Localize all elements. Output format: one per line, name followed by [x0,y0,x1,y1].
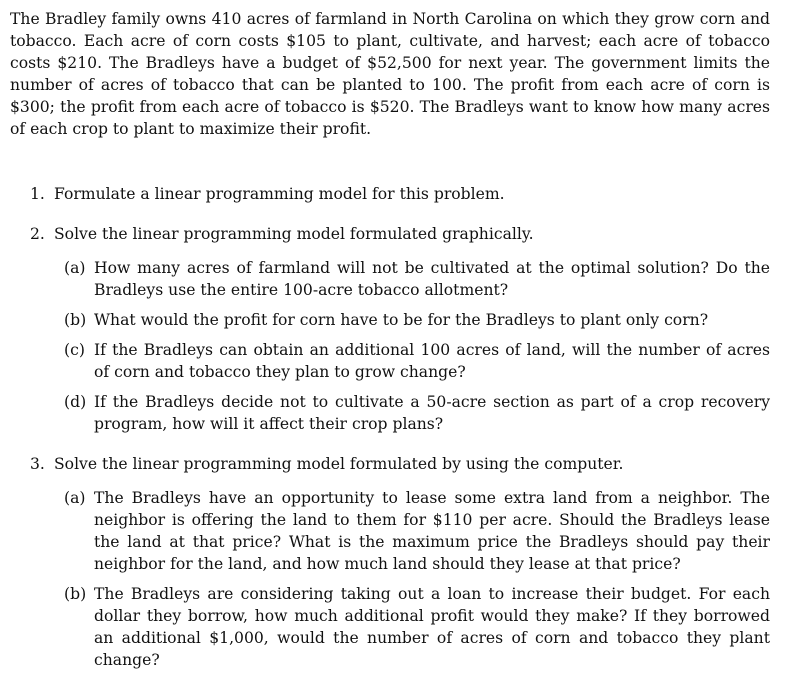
subquestion-label: (c) [64,341,85,359]
subquestion-text: If the Bradleys decide not to cultivate a 50-acre section as part of a crop recovery program, how will it affect their crop plans? [94,393,770,433]
subquestion-label: (a) [64,259,86,277]
subquestion-label: (d) [64,393,87,411]
question-number: 3. [30,455,45,473]
subquestion-label: (a) [64,489,86,507]
question-text: Solve the linear programming model formulated graphically. [54,225,534,243]
question-list [10,183,770,671]
question-text: Formulate a linear programming model for this problem. [54,185,505,203]
subquestion-text: What would the profit for corn have to be for the Bradleys to plant only corn? [94,311,709,329]
question-2 [10,223,770,435]
subquestion-3a [54,487,770,575]
subquestion-2c [54,339,770,383]
subquestion-3b [54,583,770,671]
subquestion-2b [54,309,770,331]
subquestion-text: The Bradleys have an opportunity to lease some extra land from a neighbor. The neighbor is offering the land to them for $110 per acre. Should the Bradleys lease the land at that price? What is the maximum price the Bradleys should pay their neighbor for the land, and how much land should they lease at that price? [94,489,770,573]
subquestion-2a [54,257,770,301]
subquestion-list [54,257,770,435]
question-text: Solve the linear programming model formulated by using the computer. [54,455,624,473]
problem-document [10,8,770,689]
question-3 [10,453,770,671]
problem-intro-paragraph: The Bradley family owns 410 acres of farmland in North Carolina on which they grow corn and tobacco. Each acre of corn costs $105 to plant, cultivate, and harvest; each acre of tobacco costs $210. The Bradleys have a budget of $52,500 for next year. The government limits the number of acres of tobacco that can be planted to 100. The profit from each acre of corn is $300; the profit from each acre of tobacco is $520. The Bradleys want to know how many acres of each crop to plant to maximize their profit. [10,10,770,138]
subquestion-text: How many acres of farmland will not be cultivated at the optimal solution? Do the Bradleys use the entire 100-acre tobacco allotment? [94,259,770,299]
question-number: 1. [30,185,45,203]
question-1 [10,183,770,205]
subquestion-text: If the Bradleys can obtain an additional 100 acres of land, will the number of acres of corn and tobacco they plan to grow change? [94,341,770,381]
subquestion-list [54,487,770,671]
subquestion-text: The Bradleys are considering taking out a loan to increase their budget. For each dollar they borrow, how much additional profit would they make? If they borrowed an additional $1,000, would the number of acres of corn and tobacco they plant change? [94,585,770,669]
subquestion-2d [54,391,770,435]
subquestion-label: (b) [64,311,87,329]
subquestion-label: (b) [64,585,87,603]
question-number: 2. [30,225,45,243]
